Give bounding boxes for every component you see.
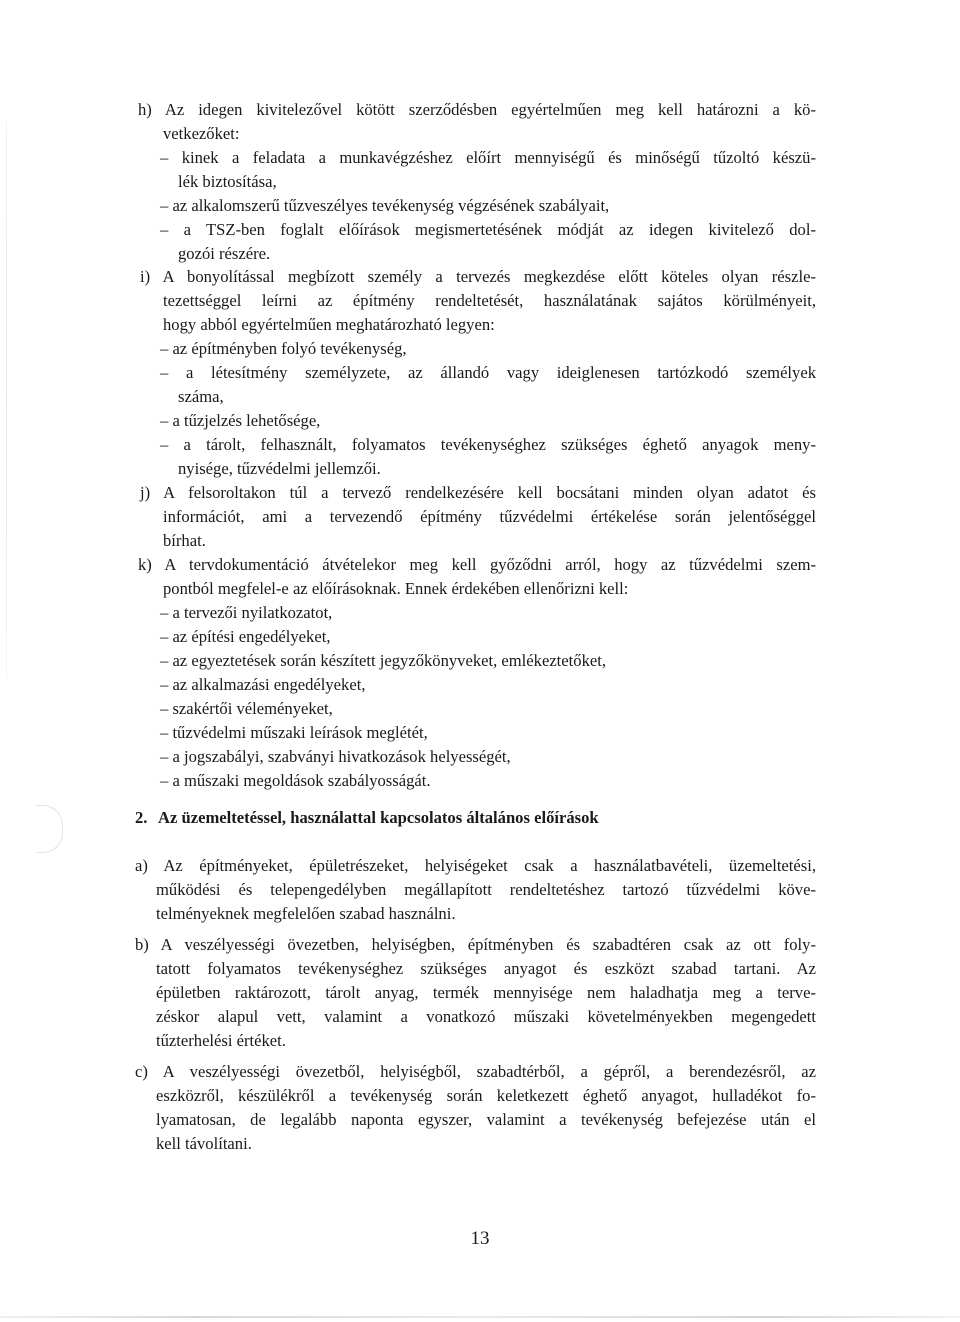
paragraph-line: vetkezőket:	[163, 124, 240, 143]
list-item: – a jogszabályi, szabványi hivatkozások helyességét,	[160, 747, 511, 766]
paragraph-line: k) A tervdokumentáció átvételekor meg kell győződni arról, hogy az tűzvédelmi szem-	[138, 555, 816, 574]
paragraph-line: tezettséggel leírni az építmény rendeltetését, használatának sajátos körülményeit,	[163, 291, 816, 310]
list-item: – a tárolt, felhasznált, folyamatos tevékenységhez szükséges éghető anyagok meny-	[160, 435, 816, 454]
paragraph-line: hogy abból egyértelműen meghatározható legyen:	[163, 315, 495, 334]
paragraph-line: bírhat.	[163, 531, 206, 550]
list-item-continuation: gozói részére.	[178, 244, 271, 263]
list-item: – kinek a feladata a munkavégzéshez előírt mennyiségű és minőségű tűzoltó készü-	[160, 148, 816, 167]
scan-punch-hole-artifact	[36, 805, 63, 853]
list-item: – a műszaki megoldások szabályosságát.	[160, 771, 431, 790]
paragraph-line: pontból megfelel-e az előírásoknak. Ennek érdekében ellenőrizni kell:	[163, 579, 629, 598]
heading-number: 2.	[135, 808, 148, 827]
paragraph-line: zéskor alapul vett, valamint a vonatkozó műszaki követelményekben megengedett	[156, 1007, 816, 1026]
paragraph-line: tatott folyamatos tevékenységhez szükséges anyagot és eszközt szabad tartani. Az	[156, 959, 816, 978]
list-item: – a tűzjelzés lehetősége,	[160, 411, 321, 430]
list-item-continuation: lék biztosítása,	[178, 172, 277, 191]
paragraph-line: tűzterhelési értéket.	[156, 1031, 286, 1050]
scan-edge-artifact	[6, 120, 7, 680]
list-item: – szakértői véleményeket,	[160, 699, 333, 718]
paragraph-line: információt, ami a tervezendő építmény tűzvédelmi értékelése során jelentőséggel	[163, 507, 816, 526]
paragraph-line: lyamatosan, de legalább naponta egyszer, valamint a tevékenység befejezése után el	[156, 1110, 816, 1129]
paragraph-line: a) Az építményeket, épületrészeket, helyiségeket csak a használatbavételi, üzemeltetési,	[135, 856, 816, 875]
paragraph-line: b) A veszélyességi övezetben, helyiségben, építményben és szabadtéren csak az ott foly-	[135, 935, 816, 954]
paragraph-line: kell távolítani.	[156, 1134, 252, 1153]
list-item: – a TSZ-ben foglalt előírások megismertetésének módját az idegen kivitelező dol-	[160, 220, 816, 239]
scan-bottom-edge	[0, 1316, 960, 1318]
heading-title: Az üzemeltetéssel, használattal kapcsolatos általános előírások	[158, 808, 599, 827]
list-item: – az egyeztetések során készített jegyzőkönyveket, emlékeztetőket,	[160, 651, 606, 670]
paragraph-line: eszközről, készülékről a tevékenység során keletkezett éghető anyagot, hulladékot fo-	[156, 1086, 816, 1105]
paragraph-line: c) A veszélyességi övezetből, helyiségből, szabadtérből, a gépről, a berendezésről, az	[135, 1062, 816, 1081]
list-item: – az építési engedélyeket,	[160, 627, 331, 646]
list-item: – a tervezői nyilatkozatot,	[160, 603, 333, 622]
paragraph-line: h) Az idegen kivitelezővel kötött szerződésben egyértelműen meg kell határozni a kö-	[138, 100, 816, 119]
paragraph-line: épületben raktározott, tárolt anyag, termék mennyisége nem haladhatja meg a terve-	[156, 983, 816, 1002]
paragraph-line: működési és telepengedélyben megállapított rendeltetéshez tartozó tűzvédelmi köve-	[156, 880, 816, 899]
page-number: 13	[470, 1228, 490, 1249]
paragraph-line: j) A felsoroltakon túl a tervező rendelkezésére kell bocsátani minden olyan adatot és	[140, 483, 816, 502]
paragraph-line: i) A bonyolítással megbízott személy a tervezés megkezdése előtt köteles olyan részle-	[140, 267, 816, 286]
list-item: – az alkalmazási engedélyeket,	[160, 675, 366, 694]
list-item-continuation: nyisége, tűzvédelmi jellemzői.	[178, 459, 381, 478]
paragraph-line: telményeknek megfelelően szabad használni.	[156, 904, 456, 923]
list-item: – az építményben folyó tevékenység,	[160, 339, 407, 358]
list-item-continuation: száma,	[178, 387, 224, 406]
list-item: – a létesítmény személyzete, az állandó vagy ideiglenesen tartózkodó személyek	[160, 363, 816, 382]
list-item: – az alkalomszerű tűzveszélyes tevékenység végzésének szabályait,	[160, 196, 610, 215]
list-item: – tűzvédelmi műszaki leírások meglétét,	[160, 723, 428, 742]
